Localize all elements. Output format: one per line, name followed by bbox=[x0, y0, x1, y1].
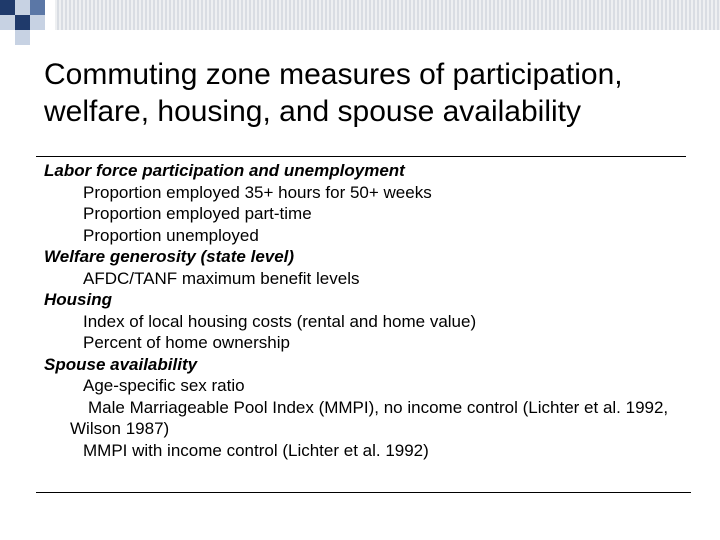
list-item: MMPI with income control (Lichter et al. 1992) bbox=[83, 440, 429, 460]
section-title: Housing bbox=[44, 290, 112, 309]
list-item: Proportion unemployed bbox=[83, 225, 259, 245]
section-spouse bbox=[44, 354, 684, 462]
list-item: Proportion employed 35+ hours for 50+ weeks bbox=[83, 182, 432, 202]
section-title: Spouse availability bbox=[44, 354, 198, 374]
list-item: Age-specific sex ratio bbox=[83, 376, 245, 395]
list-item: AFDC/TANF maximum benefit levels bbox=[83, 268, 360, 288]
list-item: Proportion employed part-time bbox=[83, 204, 312, 223]
section-title: Labor force participation and unemployment bbox=[44, 161, 405, 180]
title-line-2: welfare, housing, and spouse availability bbox=[44, 95, 581, 128]
list-item: Percent of home ownership bbox=[83, 333, 290, 352]
title-line-1: Commuting zone measures of participation, bbox=[44, 58, 623, 91]
list-item: Male Marriageable Pool Index (MMPI), no income control (Lichter et al. 1992, Wilson 1987) bbox=[70, 397, 669, 438]
content-list bbox=[44, 160, 684, 461]
section-housing bbox=[44, 289, 684, 354]
section-welfare bbox=[44, 246, 684, 289]
section-title: Welfare generosity (state level) bbox=[44, 247, 295, 266]
section-labor bbox=[44, 160, 684, 246]
header-decoration bbox=[0, 0, 720, 50]
top-divider bbox=[36, 156, 686, 157]
bottom-divider bbox=[36, 492, 691, 493]
list-item: Index of local housing costs (rental and home value) bbox=[83, 311, 477, 331]
slide-title bbox=[44, 56, 694, 130]
